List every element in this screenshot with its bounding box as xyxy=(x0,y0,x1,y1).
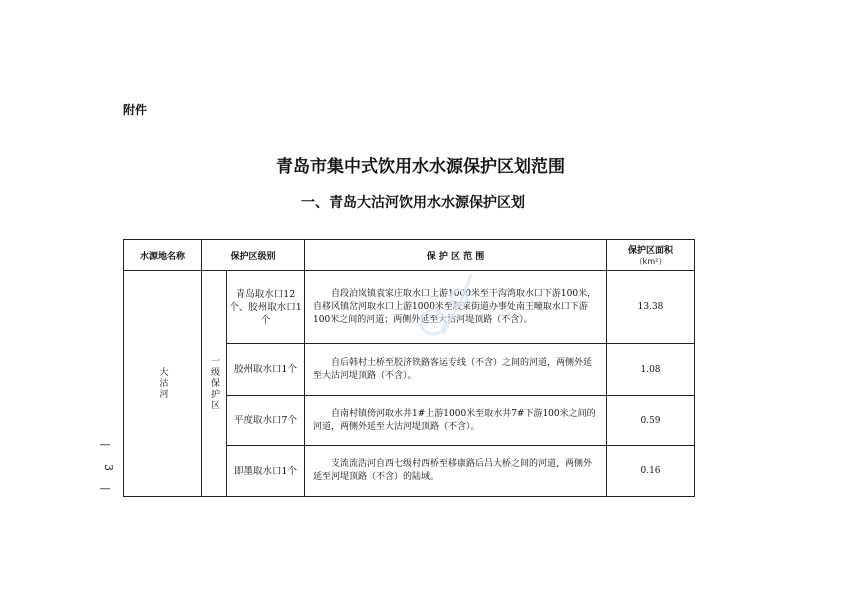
area-cell: 0.16 xyxy=(607,446,695,497)
area-cell: 1.08 xyxy=(607,344,695,396)
header-area-unit: （km²） xyxy=(634,257,667,266)
scope-cell: 自段泊岚镇袁家庄取水口上游1000米至干沟湾取水口下游100米，自移风镇岔河取水口上游1000米至胶莱街道办事处南王疃取水口下游100米之间的河道；两侧外延至大沽河堤顶路（不含）。 xyxy=(305,271,607,344)
page-number-dash-top: — xyxy=(99,438,111,451)
intake-cell: 青岛取水口12个、胶州取水口1个 xyxy=(227,271,305,344)
intake-cell: 胶州取水口1个 xyxy=(227,344,305,396)
intake-cell: 平度取水口7个 xyxy=(227,396,305,446)
intake-cell: 即墨取水口1个 xyxy=(227,446,305,497)
area-cell: 13.38 xyxy=(607,271,695,344)
area-cell: 0.59 xyxy=(607,396,695,446)
header-area-label: 保护区面积 xyxy=(628,246,674,256)
table-row xyxy=(124,271,695,344)
page-number xyxy=(97,438,113,496)
scope-cell: 自后韩村土桥至胶济铁路客运专线（不含）之间的河道，两侧外延至大沽河堤顶路（不含）。 xyxy=(305,344,607,396)
document-title: 青岛市集中式饮用水水源保护区划范围 xyxy=(276,157,565,177)
protection-zone-table xyxy=(123,239,695,497)
zone-level-cell xyxy=(202,271,227,497)
scope-cell: 支流流浩河自西七级村西桥至移康路后吕大桥之间的河道，两侧外延至河堤顶路（不含）的陆域。 xyxy=(305,446,607,497)
header-area xyxy=(607,240,695,271)
source-name: 大沽河 xyxy=(157,367,168,400)
section-subtitle: 一、青岛大沽河饮用水水源保护区划 xyxy=(301,195,525,211)
table-header-row xyxy=(124,240,695,271)
page-number-value: 3 xyxy=(102,463,115,471)
zone-level: 一级保护区 xyxy=(209,356,219,411)
header-level: 保护区级别 xyxy=(202,240,305,271)
page-number-dash-bottom: — xyxy=(99,482,111,495)
header-source: 水源地名称 xyxy=(124,240,202,271)
header-scope: 保 护 区 范 围 xyxy=(305,240,607,271)
attachment-label: 附件 xyxy=(123,103,148,117)
scope-cell: 自南村镇傍河取水井1#上游1000米至取水井7#下游100米之间的河道，两侧外延至大沽河堤顶路（不含）。 xyxy=(305,396,607,446)
source-name-cell xyxy=(124,271,202,497)
